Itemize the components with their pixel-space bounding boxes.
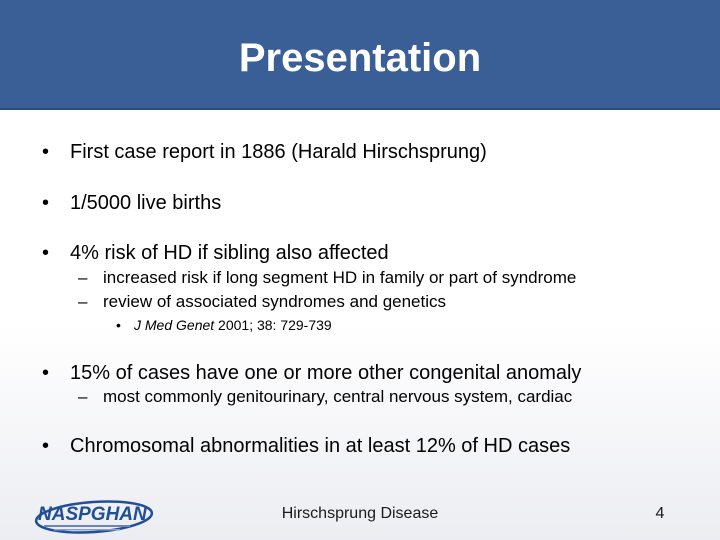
reference-citation: 2001; 38: 729-739 [214, 317, 332, 333]
bullet-marker: • [42, 435, 50, 457]
dash-marker: – [78, 387, 88, 406]
bullet-marker: • [42, 192, 50, 214]
bullet-text: Chromosomal abnormalities in at least 12% of HD cases [70, 435, 571, 457]
naspghan-logo [30, 495, 155, 537]
bullet-text: 4% risk of HD if sibling also affected [70, 242, 389, 264]
sub-bullet-text: most commonly genitourinary, central nervous system, cardiac [103, 387, 573, 406]
slide-title: Presentation [238, 36, 482, 80]
bullet-text: First case report in 1886 (Harald Hirschsprung) [70, 141, 487, 163]
logo-wordmark: NASPGHAN [38, 504, 147, 525]
dash-marker: – [78, 292, 88, 311]
bullet-text: 15% of cases have one or more other congenital anomaly [70, 362, 582, 384]
reference-journal: J Med Genet [134, 317, 215, 333]
page-number: 4 [655, 505, 665, 522]
footer-title: Hirschsprung Disease [281, 505, 439, 522]
dash-marker: – [78, 268, 88, 287]
reference-text [134, 316, 332, 334]
sub-bullet-text: review of associated syndromes and genetics [103, 292, 447, 311]
bullet-marker: • [116, 317, 121, 333]
bullet-marker: • [42, 362, 50, 384]
bullet-marker: • [42, 242, 50, 264]
sub-bullet-text: increased risk if long segment HD in family or part of syndrome [103, 268, 577, 287]
bullet-marker: • [42, 141, 50, 163]
bullet-text: 1/5000 live births [70, 192, 222, 214]
